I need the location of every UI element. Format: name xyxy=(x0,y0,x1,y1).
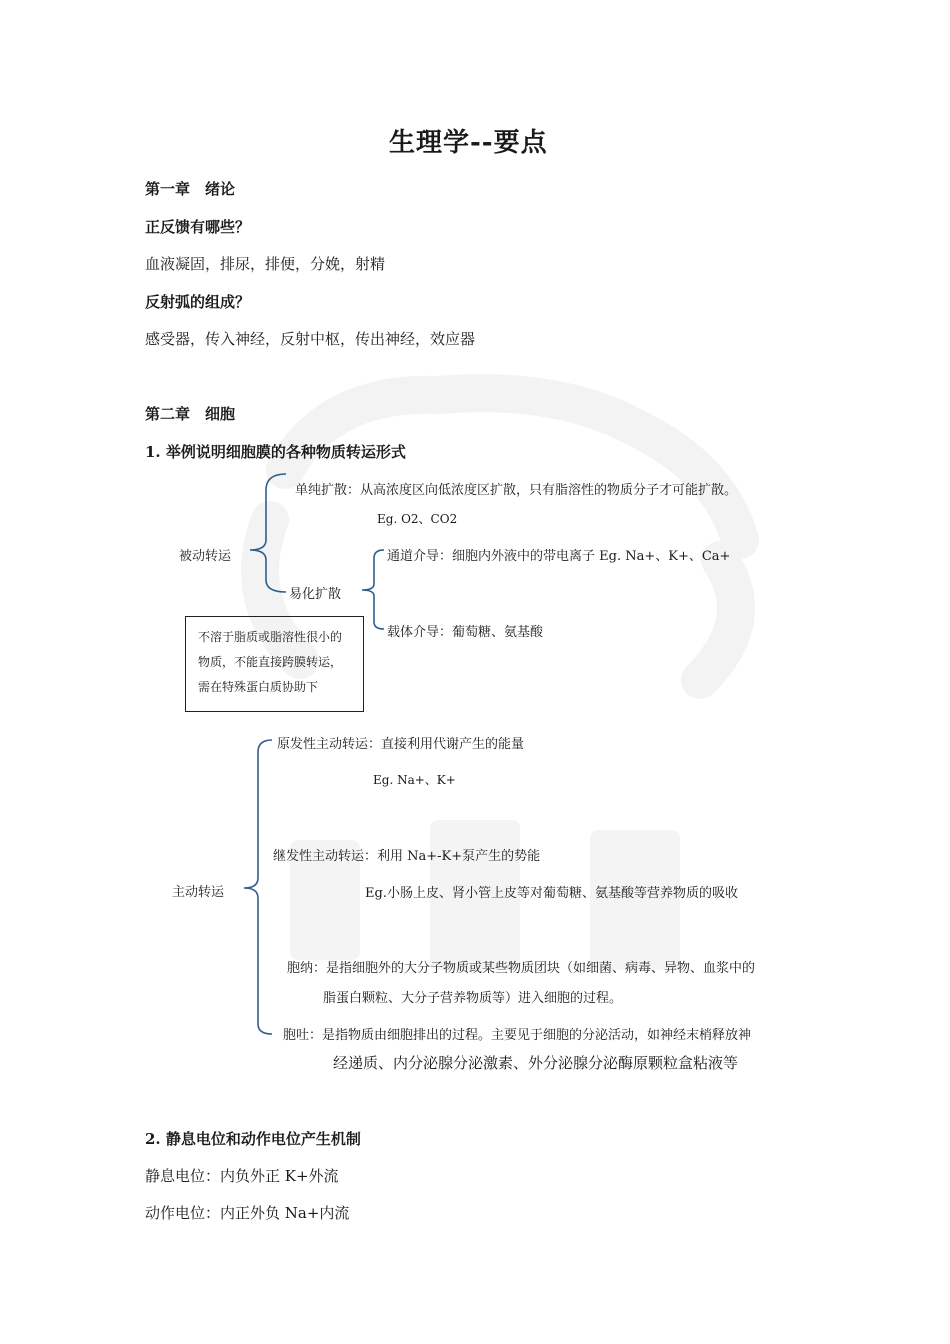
simple-diffusion-example: Eg. O2、CO2 xyxy=(377,512,458,526)
question-membrane-potentials: 2. 静息电位和动作电位产生机制 xyxy=(145,1130,361,1148)
exocytosis-line-2: 经递质、内分泌腺分泌激素、外分泌腺分泌酶原颗粒盒粘液等 xyxy=(333,1054,739,1072)
secondary-active-transport-text: 继发性主动转运：利用 Na+-K+泵产生的势能 xyxy=(273,849,541,864)
note-line-2: 物质，不能直接跨膜转运， xyxy=(198,655,343,669)
channel-mediated-text: 通道介导：细胞内外液中的带电离子 Eg. Na+、K+、Ca+ xyxy=(387,549,731,564)
note-line-1: 不溶于脂质或脂溶性很小的 xyxy=(198,630,343,644)
facilitated-diffusion-label: 易化扩散 xyxy=(289,587,342,602)
endocytosis-line-2: 脂蛋白颗粒、大分子营养物质等）进入细胞的过程。 xyxy=(323,991,623,1006)
question-positive-feedback: 正反馈有哪些？ xyxy=(145,218,251,236)
answer-reflex-arc: 感受器，传入神经，反射中枢，传出神经，效应器 xyxy=(145,330,476,348)
action-potential-text: 动作电位：内正外负 Na+内流 xyxy=(145,1204,350,1222)
question-reflex-arc: 反射弧的组成？ xyxy=(145,293,251,311)
page-title: 生理学--要点 xyxy=(389,128,548,158)
primary-active-transport-example: Eg. Na+、K+ xyxy=(373,773,456,787)
secondary-active-transport-example: Eg.小肠上皮、肾小管上皮等对葡萄糖、氨基酸等营养物质的吸收 xyxy=(365,886,738,901)
chapter-1-heading: 第一章 绪论 xyxy=(145,180,236,198)
simple-diffusion-text: 单纯扩散：从高浓度区向低浓度区扩散，只有脂溶性的物质分子才可能扩散。 xyxy=(295,483,738,498)
active-transport-label: 主动转运 xyxy=(172,885,225,900)
question-membrane-transport: 1. 举例说明细胞膜的各种物质转运形式 xyxy=(145,443,406,461)
answer-positive-feedback: 血液凝固，排尿，排便，分娩，射精 xyxy=(145,255,386,273)
chapter-2-heading: 第二章 细胞 xyxy=(145,405,236,423)
primary-active-transport-text: 原发性主动转运：直接利用代谢产生的能量 xyxy=(277,737,525,752)
exocytosis-line-1: 胞吐：是指物质由细胞排出的过程。主要见于细胞的分泌活动，如神经末梢释放神 xyxy=(283,1028,752,1043)
resting-potential-text: 静息电位：内负外正 K+外流 xyxy=(145,1167,339,1185)
carrier-mediated-text: 载体介导：葡萄糖、氨基酸 xyxy=(387,625,544,640)
note-line-3: 需在特殊蛋白质协助下 xyxy=(198,680,319,694)
endocytosis-line-1: 胞纳：是指细胞外的大分子物质或某些物质团块（如细菌、病毒、异物、血浆中的 xyxy=(287,961,756,976)
passive-transport-label: 被动转运 xyxy=(179,549,232,564)
note-box xyxy=(185,616,364,712)
